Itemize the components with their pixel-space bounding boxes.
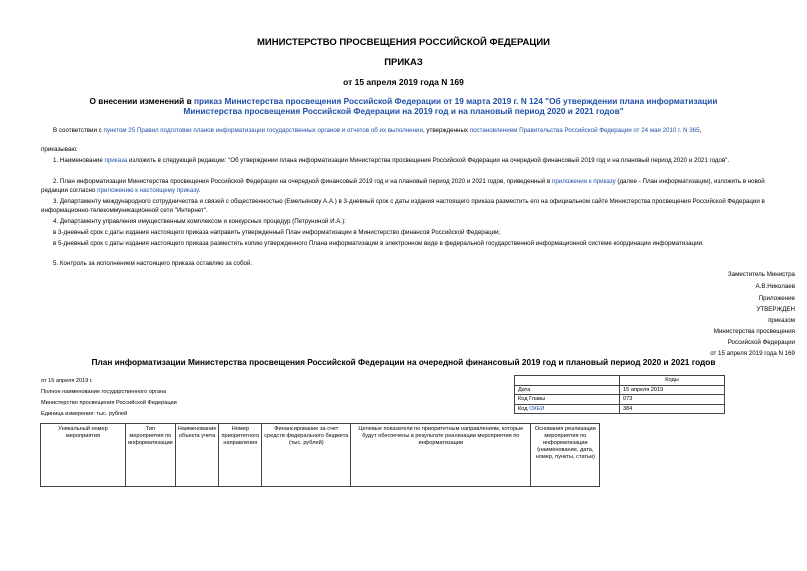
item-text: 2. План информатизации Министерства просвещения Российской Федерации на очередной финансовый 2019 год и на плановый период 2020 и 2021 годов, приведенный в [53, 178, 552, 185]
item-5-paragraph: 5. Контроль за исполнением настоящего приказа оставляю за собой. [53, 260, 253, 267]
codes-value: 073 [620, 395, 725, 405]
col-unique-number: Уникальный номер мероприятия [41, 424, 126, 487]
doc-type-heading: ПРИКАЗ [384, 57, 423, 68]
preamble-text: , [699, 127, 702, 134]
codes-label: Дата [515, 385, 620, 395]
col-event-type: Тип мероприятия по информатизации [126, 424, 176, 487]
amended-order-link[interactable]: приказ Министерства просвещения Российской Федерации от 19 марта 2019 г. N 124 "Об утверждении плана информатизации Министерства просвещения Российской Федерации на 2019 год и на плановый период 2020 и 2021 годов" [183, 96, 718, 116]
appendix-to-order-link[interactable]: приложении к приказу [551, 178, 616, 185]
codes-header-row [515, 376, 725, 386]
item-1-paragraph [41, 156, 777, 165]
item-text: 1. Наименование [53, 157, 105, 164]
item-text: изложить в следующей редакции: "Об утверждении плана информатизации Министерства просвещения Российской Федерации на очередной финансовый 2019 год и на плановый период 2020 и 2021 годов". [127, 157, 730, 164]
col-priority-number: Номер приоритетного направления [219, 424, 262, 487]
plan-table-header-row [41, 424, 600, 487]
codes-row [515, 395, 725, 405]
plan-date: от 15 апреля 2019 г. [41, 378, 93, 384]
item-3-paragraph: 3. Департаменту международного сотрудничества и связей с общественностью (Емельянову А.А.) в 3-дневный срок с даты издания настоящего приказа разместить его на официальном сайте Министерства просвещения Российской Федерации в информационно-телекоммуникационной сети "Интернет". [41, 198, 765, 214]
codes-label-text: Код [518, 405, 530, 412]
codes-label: Код Главы [515, 395, 620, 405]
item-4-paragraph: 4. Департаменту управления имущественным комплексом и конкурсных процедур (Петруниной И.А.): [53, 218, 346, 225]
order-link[interactable]: приказа [104, 157, 128, 164]
plan-table [40, 423, 600, 487]
col-grounds: Основания реализации мероприятия по информатизации (наименование, дата, номер, пункты, статьи) [531, 424, 600, 487]
item-4-sub-2: в 5-дневный срок с даты издания настоящего приказа разместить копию утвержденного Плана информатизации в электронном виде в федеральной государственной информационной системе координации информатизации. [53, 240, 704, 247]
codes-row [515, 404, 725, 414]
item-4-sub-1: в 3-дневный срок с даты издания настоящего приказа направить утвержденный План информатизации в Министерство финансов Российской Федерации; [53, 229, 501, 236]
appendix-ministry-1: Министерства просвещения [713, 328, 795, 335]
preamble-text: В соответствии с [53, 127, 104, 134]
codes-label [515, 404, 620, 414]
appendix-ministry-2: Российской Федерации [727, 339, 795, 346]
col-object-name: Наименование объекта учета [175, 424, 219, 487]
order-title [60, 96, 747, 116]
item-text: (далее - План информатизации), изложить в новой редакции согласно [41, 178, 765, 194]
codes-value: 15 апреля 2019 [620, 385, 725, 395]
item-2-paragraph [41, 177, 777, 195]
plan-title: План информатизации Министерства просвещения Российской Федерации на очередной финансовый 2019 год и плановый период 2020 и 2021 годов [91, 357, 716, 367]
appendix-to-this-order-link[interactable]: приложению к настоящему приказу [97, 187, 199, 194]
okei-link[interactable]: ОКЕИ [529, 405, 545, 412]
rules-link[interactable]: пунктом 25 Правил подготовки планов информатизации государственных органов и отчетов об их выполнении [103, 127, 423, 134]
resolution-link[interactable]: постановлением Правительства Российской Федерации от 24 мая 2010 г. N 365 [469, 127, 700, 134]
col-financing: Финансирование за счет средств федерального бюджета (тыс. рублей) [262, 424, 351, 487]
plan-org-label: Полное наименование государственного органа [41, 389, 167, 395]
plan-org-name: Министерство просвещения Российской Федерации [41, 400, 177, 406]
plan-unit: Единица измерения: тыс. рублей [41, 411, 128, 417]
appendix-approved: УТВЕРЖДЕН [756, 306, 795, 313]
signature-name: А.В.Николаев [755, 283, 795, 290]
codes-table [514, 375, 725, 414]
preamble-text: , утвержденных [422, 127, 470, 134]
order-date-number: от 15 апреля 2019 года N 169 [343, 77, 464, 87]
appendix-label: Приложение [758, 295, 795, 302]
signature-position: Заместитель Министра [727, 271, 795, 278]
codes-header: Коды [620, 376, 725, 386]
order-title-prefix: О внесении изменений в [89, 96, 194, 106]
appendix-date-number: от 15 апреля 2019 года N 169 [710, 350, 795, 357]
order-verb: приказываю: [41, 146, 78, 153]
item-text: . [198, 187, 201, 194]
ministry-heading: МИНИСТЕРСТВО ПРОСВЕЩЕНИЯ РОССИЙСКОЙ ФЕДЕРАЦИИ [256, 37, 551, 48]
codes-value: 384 [620, 404, 725, 414]
codes-empty-cell [515, 376, 620, 386]
col-target-indicators: Целевые показатели по приоритетным направлениям, которые будут обеспечены в результате реализации мероприятия по информатизации [351, 424, 531, 487]
appendix-by-order: приказом [768, 317, 795, 324]
preamble-paragraph [41, 126, 777, 135]
codes-row [515, 385, 725, 395]
